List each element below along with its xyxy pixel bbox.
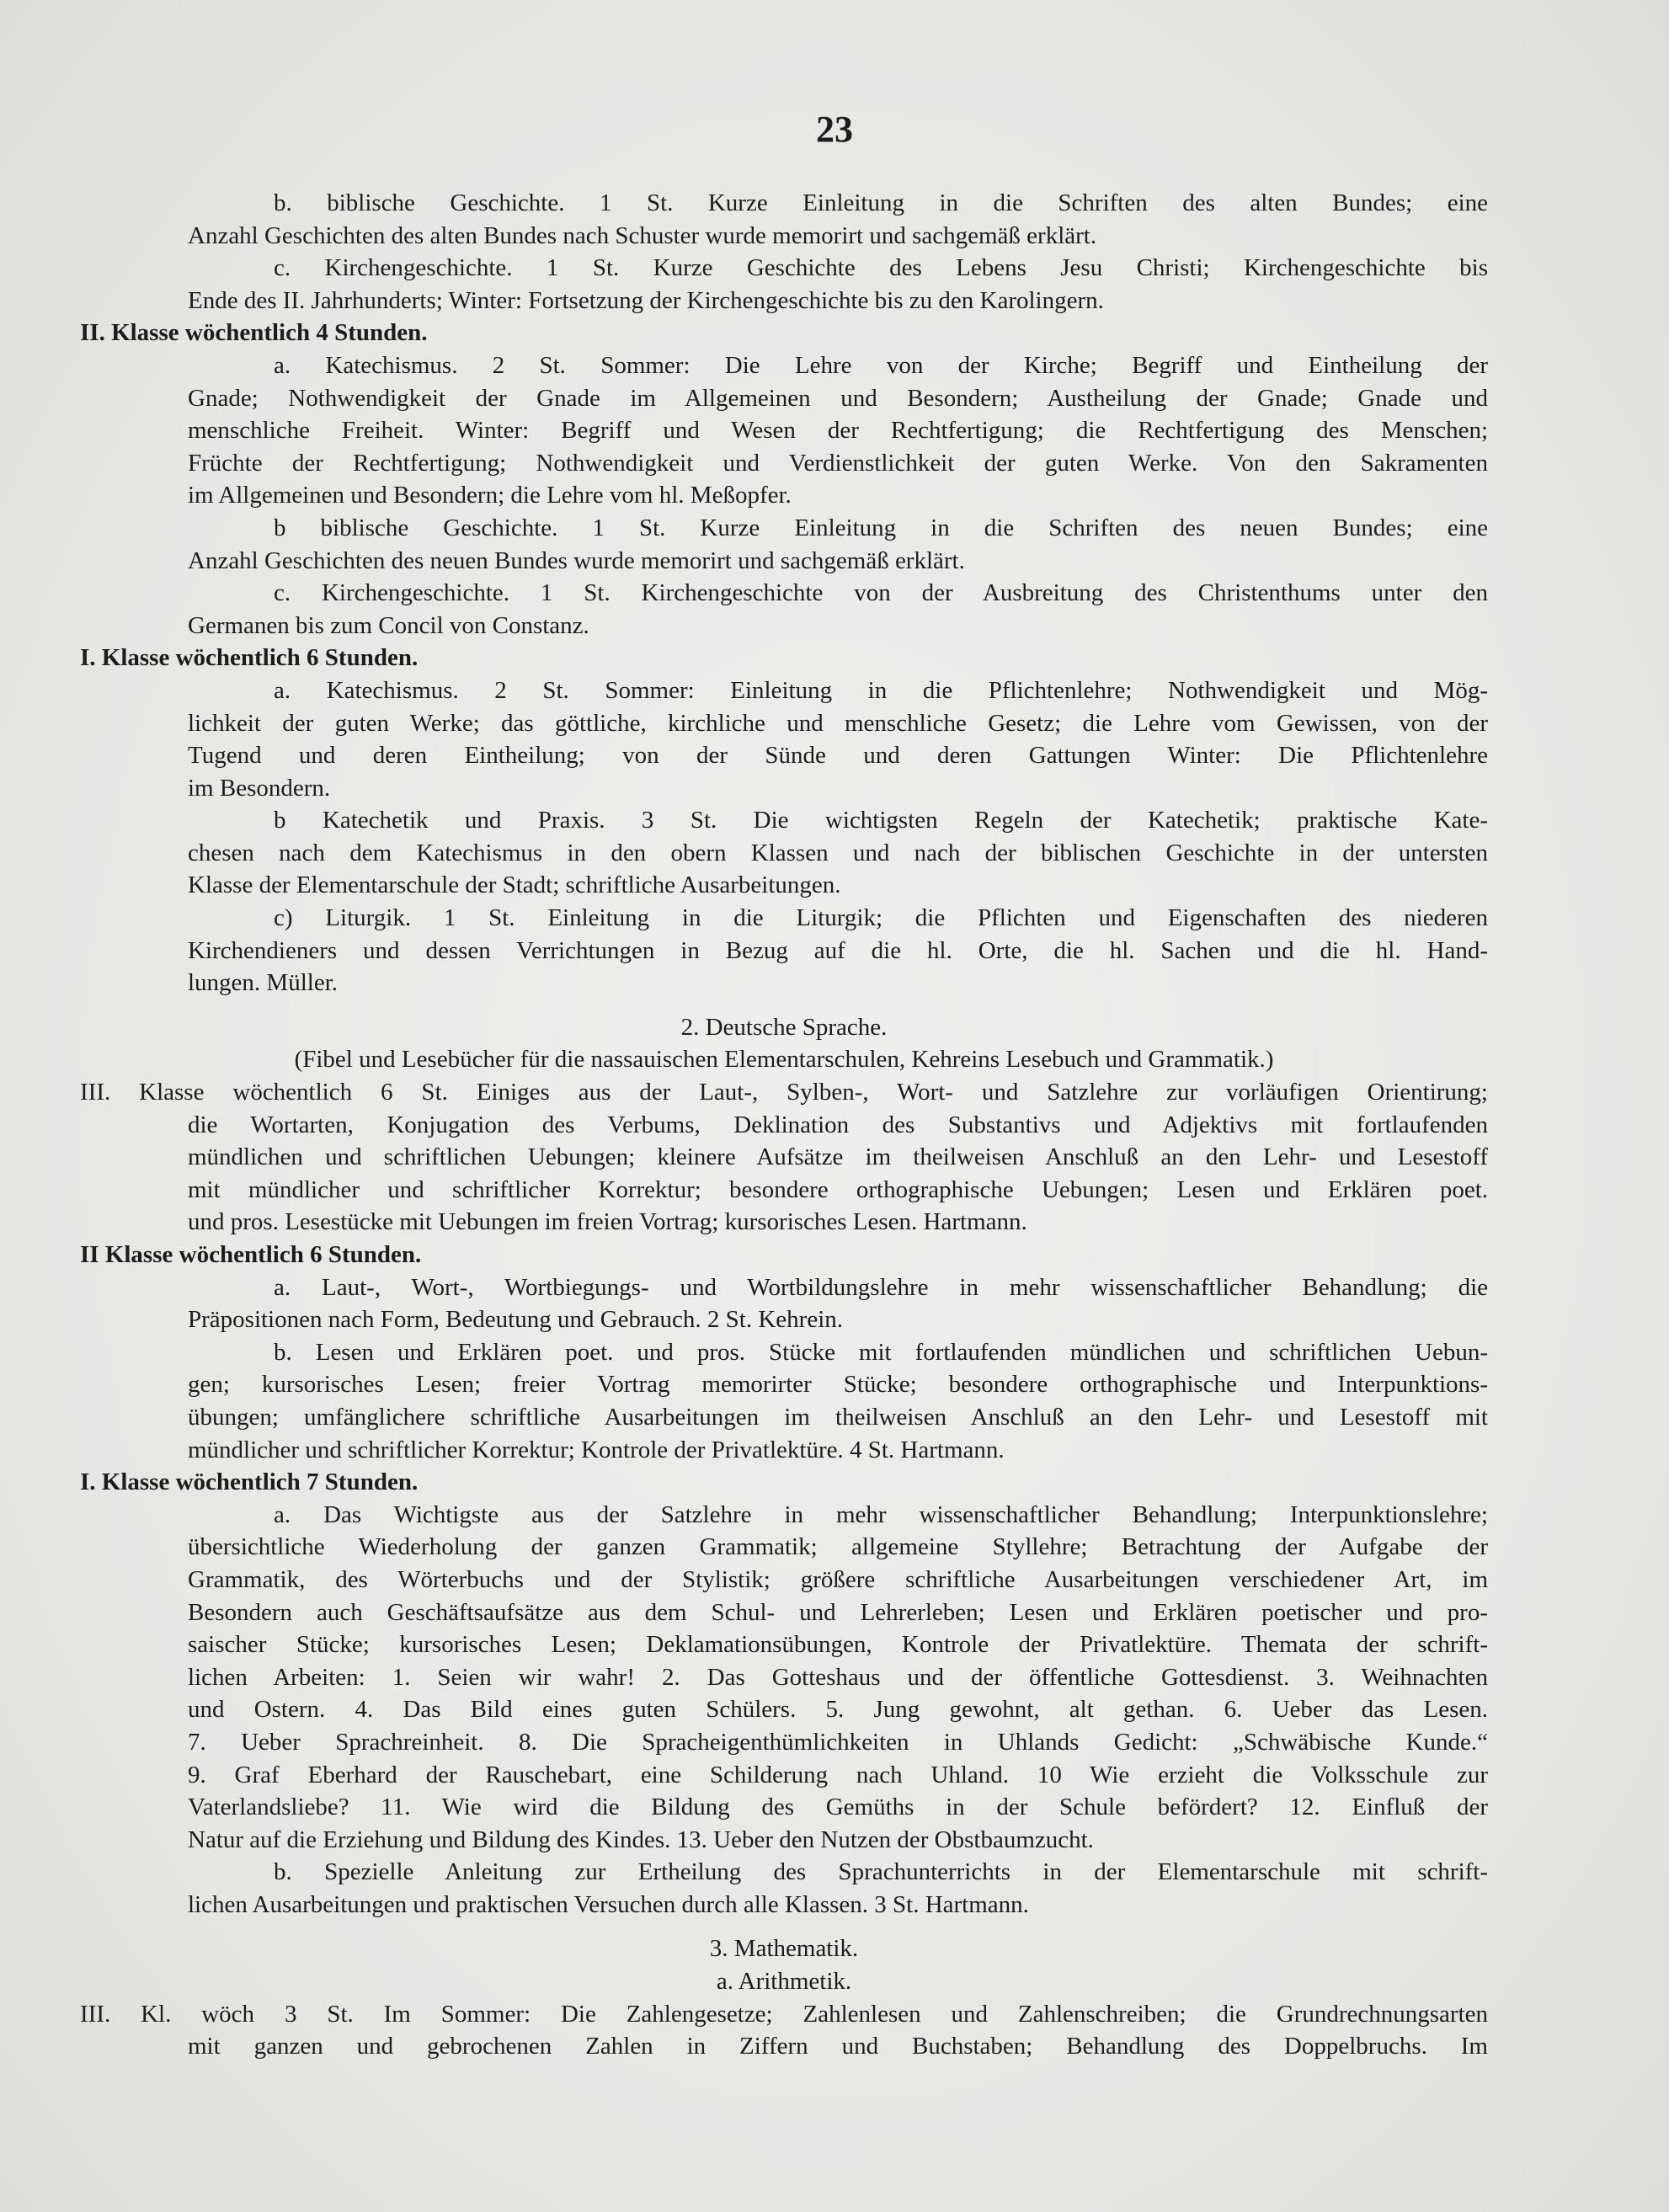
text-line: a. Katechismus. 2 St. Sommer: Einleitung in die Pflichtenlehre; Nothwendigkeit und Mög- [274, 676, 1488, 704]
paragraph [80, 804, 1488, 902]
text-line: mündlichen und schriftlichen Uebungen; kleinere Aufsätze im theilweisen Anschluß an den Lehr- und Lesestoff [188, 1143, 1488, 1171]
text-line: II Klasse wöchentlich 6 Stunden. [80, 1241, 422, 1268]
text-line: (Fibel und Lesebücher für die nassauischen Elementarschulen, Kehreins Lesebuch und Grammatik.) [294, 1046, 1274, 1074]
paragraph [80, 252, 1488, 317]
text-line: Tugend und deren Eintheilung; von der Sünde und deren Gattungen Winter: Die Pflichtenlehre [188, 742, 1488, 770]
text-line: b biblische Geschichte. 1 St. Kurze Einleitung in die Schriften des neuen Bundes; eine [274, 514, 1488, 541]
paragraph [80, 577, 1488, 642]
paragraph [80, 512, 1488, 577]
text-line: 2. Deutsche Sprache. [680, 1013, 888, 1041]
text-line: Präpositionen nach Form, Bedeutung und Gebrauch. 2 St. Kehrein. [188, 1306, 844, 1334]
text-line: saischer Stücke; kursorisches Lesen; Deklamationsübungen, Kontrole der Privatlektüre. Themata der schrift- [188, 1631, 1488, 1659]
text-line: gen; kursorisches Lesen; freier Vortrag memorirter Stücke; besondere orthographische und Interpunktions- [188, 1371, 1488, 1399]
text-line: Kirchendieners und dessen Verrichtungen in Bezug auf die hl. Orte, die hl. Sachen und die hl. Hand- [188, 936, 1488, 964]
text-line: a. Katechismus. 2 St. Sommer: Die Lehre von der Kirche; Begriff und Eintheilung der [274, 351, 1488, 379]
paragraph [80, 349, 1488, 512]
section-heading [80, 642, 1488, 674]
text-line: mit mündlicher und schriftlicher Korrektur; besondere orthographische Uebungen; Lesen und Erklären poet. [188, 1175, 1488, 1203]
paragraph [80, 187, 1488, 252]
text-line: im Besondern. [188, 774, 331, 802]
text-line: und Ostern. 4. Das Bild eines guten Schülers. 5. Jung gewohnt, alt gethan. 6. Ueber das Lesen. [188, 1696, 1488, 1724]
text-line: Klasse der Elementarschule der Stadt; schriftliche Ausarbeitungen. [188, 871, 841, 899]
text-line: mündlicher und schriftlicher Korrektur; Kontrole der Privatlektüre. 4 St. Hartmann. [188, 1436, 1005, 1463]
centered-title [80, 1932, 1488, 1965]
text-line: Besondern auch Geschäftsaufsätze aus dem Schul- und Lehrerleben; Lesen und Erklären poetischer und pro- [188, 1598, 1488, 1626]
paragraph [80, 902, 1488, 999]
paragraph [80, 1271, 1488, 1336]
text-line: mit ganzen und gebrochenen Zahlen in Ziffern und Buchstaben; Behandlung des Doppelbruchs. Im [188, 2033, 1488, 2060]
text-line: übersichtliche Wiederholung der ganzen Grammatik; allgemeine Styllehre; Betrachtung der Aufgabe der [188, 1533, 1488, 1561]
paragraph [80, 1856, 1488, 1921]
text-line: a. Arithmetik. [716, 1968, 852, 1996]
text-line: III. Klasse wöchentlich 6 St. Einiges aus der Laut-, Sylben-, Wort- und Satzlehre zur vorläufigen Orientirung; [80, 1079, 1488, 1106]
text-line: Natur auf die Erziehung und Bildung des Kindes. 13. Ueber den Nutzen der Obstbaumzucht. [188, 1826, 1094, 1853]
text-line: 7. Ueber Sprachreinheit. 8. Die Spracheigenthümlichkeiten in Uhlands Gedicht: „Schwäbische Kunde.“ [188, 1728, 1488, 1756]
text-line: Früchte der Rechtfertigung; Nothwendigkeit und Verdienstlichkeit der guten Werke. Von den Sakramenten [188, 449, 1488, 477]
text-line: übungen; umfänglichere schriftliche Ausarbeitungen im theilweisen Anschluß an den Lehr- und Lesestoff mit [188, 1403, 1488, 1431]
text-line: Anzahl Geschichten des alten Bundes nach Schuster wurde memorirt und sachgemäß erklärt. [188, 221, 1097, 249]
centered-title [80, 1043, 1488, 1076]
section-heading [80, 1239, 1488, 1271]
text-line: III. Kl. wöch 3 St. Im Sommer: Die Zahlengesetze; Zahlenlesen und Zahlenschreiben; die Grundrechnungsarten [80, 2000, 1488, 2028]
text-line: I. Klasse wöchentlich 7 Stunden. [80, 1468, 419, 1496]
text-line: und pros. Lesestücke mit Uebungen im freien Vortrag; kursorisches Lesen. Hartmann. [188, 1208, 1027, 1236]
text-line: im Allgemeinen und Besondern; die Lehre vom hl. Meßopfer. [188, 482, 792, 509]
text-line: lichen Ausarbeitungen und praktischen Versuchen durch alle Klassen. 3 St. Hartmann. [188, 1890, 1029, 1918]
text-line: I. Klasse wöchentlich 6 Stunden. [80, 644, 419, 672]
text-line: 3. Mathematik. [709, 1935, 859, 1963]
text-line: Anzahl Geschichten des neuen Bundes wurde memorirt und sachgemäß erklärt. [188, 546, 965, 574]
text-line: lichen Arbeiten: 1. Seien wir wahr! 2. Das Gotteshaus und der öffentliche Gottesdienst. 3. Weihnachten [188, 1663, 1488, 1691]
paragraph [80, 1998, 1488, 2063]
paragraph [80, 1499, 1488, 1857]
page-number: 23 [816, 109, 853, 150]
text-line: Grammatik, des Wörterbuchs und der Stylistik; größere schriftliche Ausarbeitungen verschiedener Art, im [188, 1565, 1488, 1593]
text-line: c. Kirchengeschichte. 1 St. Kurze Geschichte des Lebens Jesu Christi; Kirchengeschichte bis [274, 254, 1488, 282]
text-line: b. biblische Geschichte. 1 St. Kurze Einleitung in die Schriften des alten Bundes; eine [274, 189, 1488, 216]
text-line: menschliche Freiheit. Winter: Begriff und Wesen der Rechtfertigung; die Rechtfertigung des Menschen; [188, 417, 1488, 445]
text-line: b. Spezielle Anleitung zur Ertheilung des Sprachunterrichts in der Elementarschule mit schrift- [274, 1858, 1488, 1886]
text-line: Germanen bis zum Concil von Constanz. [188, 611, 589, 639]
text-line: a. Laut-, Wort-, Wortbiegungs- und Wortbildungslehre in mehr wissenschaftlicher Behandlung; die [274, 1273, 1488, 1301]
paragraph [80, 1076, 1488, 1239]
page-body [80, 187, 1488, 2063]
text-line: c. Kirchengeschichte. 1 St. Kirchengeschichte von der Ausbreitung des Christenthums unter den [274, 579, 1488, 607]
text-line: Ende des II. Jahrhunderts; Winter: Fortsetzung der Kirchengeschichte bis zu den Karolingern. [188, 286, 1104, 314]
text-line: die Wortarten, Konjugation des Verbums, Deklination des Substantivs und Adjektivs mit fortlaufenden [188, 1111, 1488, 1138]
text-line: lichkeit der guten Werke; das göttliche, kirchliche und menschliche Gesetz; die Lehre vom Gewissen, von der [188, 709, 1488, 737]
text-line: II. Klasse wöchentlich 4 Stunden. [80, 319, 428, 347]
text-line: b. Lesen und Erklären poet. und pros. Stücke mit fortlaufenden mündlichen und schriftlichen Uebun- [274, 1338, 1488, 1366]
text-line: c) Liturgik. 1 St. Einleitung in die Liturgik; die Pflichten und Eigenschaften des niederen [274, 904, 1488, 932]
centered-title [80, 1965, 1488, 1998]
section-heading [80, 1466, 1488, 1499]
text-line: b Katechetik und Praxis. 3 St. Die wichtigsten Regeln der Katechetik; praktische Kate- [274, 807, 1488, 834]
paragraph [80, 674, 1488, 804]
text-line: 9. Graf Eberhard der Rauschebart, eine Schilderung nach Uhland. 10 Wie erzieht die Volksschule zur [188, 1761, 1488, 1788]
centered-title [80, 1011, 1488, 1044]
text-line: Gnade; Nothwendigkeit der Gnade im Allgemeinen und Besondern; Austheilung der Gnade; Gnade und [188, 384, 1488, 412]
text-line: lungen. Müller. [188, 969, 339, 997]
text-line: chesen nach dem Katechismus in den obern Klassen und nach der biblischen Geschichte in der untersten [188, 839, 1488, 866]
paragraph [80, 1336, 1488, 1466]
text-line: Vaterlandsliebe? 11. Wie wird die Bildung des Gemüths in der Schule befördert? 12. Einfluß der [188, 1794, 1488, 1821]
section-heading [80, 317, 1488, 349]
text-line: a. Das Wichtigste aus der Satzlehre in mehr wissenschaftlicher Behandlung; Interpunktionslehre; [274, 1500, 1488, 1528]
